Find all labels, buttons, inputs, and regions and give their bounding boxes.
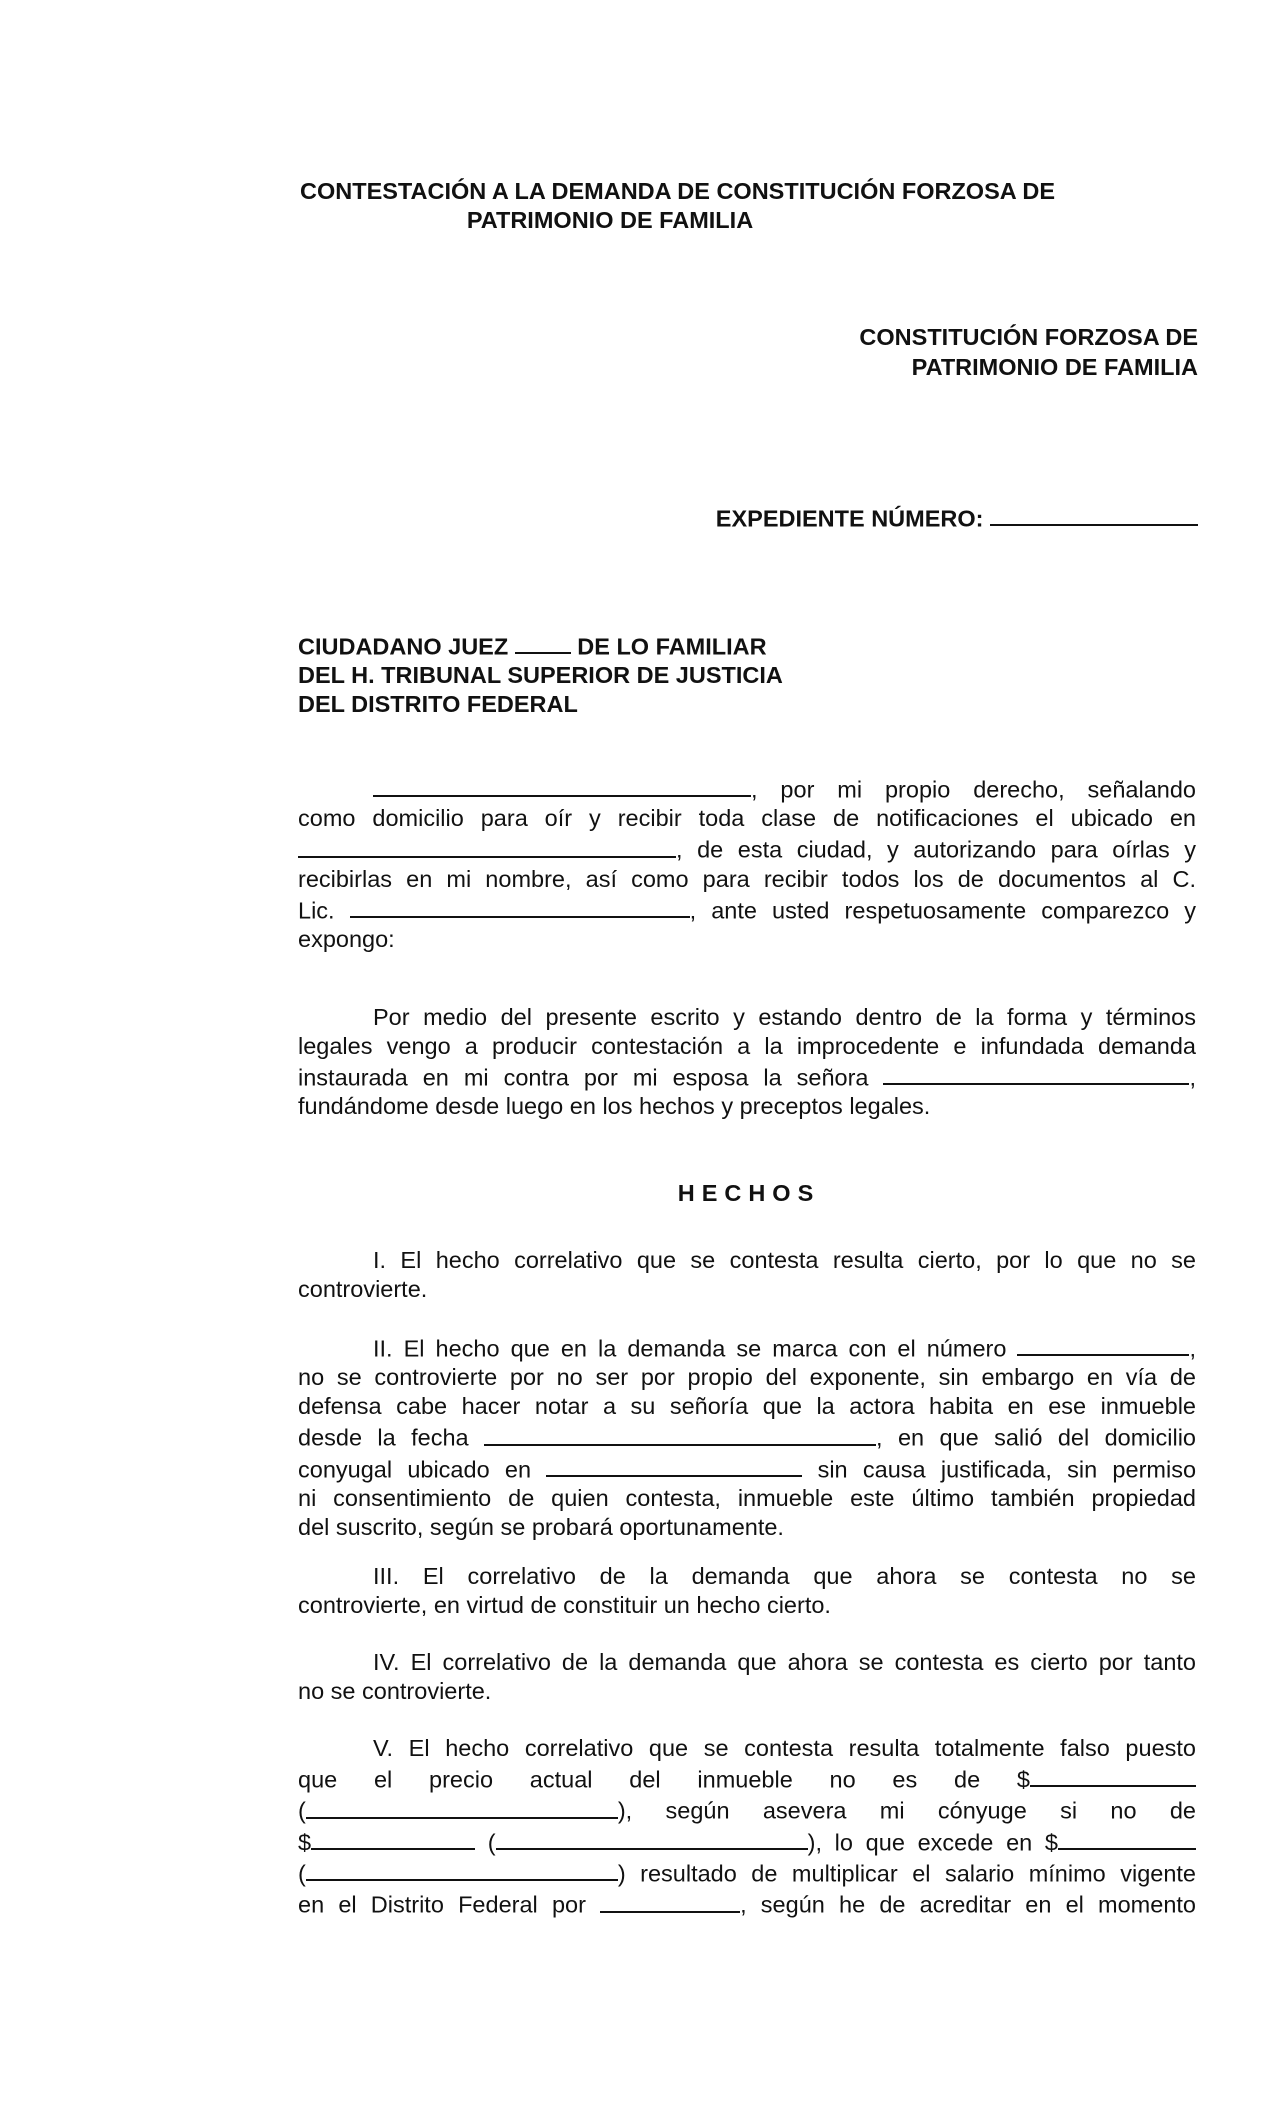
hecho-5 xyxy=(298,1734,1196,1920)
expediente-label: EXPEDIENTE NÚMERO: xyxy=(715,505,984,532)
excess-words-blank xyxy=(306,1857,618,1881)
spouse-name-blank xyxy=(883,1061,1189,1085)
conjugal-address-blank xyxy=(546,1453,802,1477)
intro-line-6: expongo: xyxy=(298,925,395,952)
hecho3-line-2: controvierte, en virtud de constituir un hecho cierto. xyxy=(298,1592,831,1618)
addressee-line-1 xyxy=(298,630,783,661)
intro-line-1: , por mi propio derecho, señalando xyxy=(298,773,1196,804)
hecho2-line-4: desde la fecha , en que salió del domicilio xyxy=(298,1421,1196,1452)
hecho2-line-3: defensa cabe hacer notar a su señoría que la actora habita en ese inmueble xyxy=(298,1393,1196,1420)
demand-number-blank xyxy=(1017,1332,1189,1356)
hecho2-line-6: ni consentimiento de quien contesta, inmueble este último también propiedad xyxy=(298,1484,1196,1511)
amount-words-blank xyxy=(496,1826,808,1850)
hecho2-line-7: del suscrito, según se probará oportunamente. xyxy=(298,1513,784,1540)
hecho1-line-1: I. El hecho correlativo que se contesta resulta cierto, por lo que no se xyxy=(373,1247,1196,1273)
addressee-court: DE LO FAMILIAR xyxy=(577,633,767,660)
hecho2-line-1: II. El hecho que en la demanda se marca con el número , xyxy=(298,1332,1196,1363)
hecho3-line-1: III. El correlativo de la demanda que ahora se contesta no se xyxy=(373,1563,1196,1589)
para2-line-2: legales vengo a producir contestación a la improcedente e infundada demanda xyxy=(298,1033,1196,1059)
expediente-number xyxy=(716,502,1198,533)
hecho5-line-2: que el precio actual del inmueble no es de $ xyxy=(298,1763,1196,1794)
intro-line-3: , de esta ciudad, y autorizando para oírlas y xyxy=(298,833,1196,864)
title-line-1: CONTESTACIÓN A LA DEMANDA DE CONSTITUCIÓN FORZOSA DE xyxy=(300,178,1056,204)
case-type-line-2: PATRIMONIO DE FAMILIA xyxy=(911,354,1198,380)
addressee-line-3: DEL DISTRITO FEDERAL xyxy=(298,691,578,718)
price-blank xyxy=(1030,1763,1196,1787)
title-line-2: PATRIMONIO DE FAMILIA xyxy=(466,207,754,233)
excess-blank xyxy=(1058,1826,1196,1850)
hecho-3 xyxy=(298,1562,1196,1620)
date-blank xyxy=(484,1421,876,1445)
hecho-1 xyxy=(298,1246,1196,1304)
intro-line-5: Lic. , ante usted respetuosamente comparezco y xyxy=(298,894,1196,925)
hecho5-line-5: ( ) resultado de multiplicar el salario mínimo vigente xyxy=(298,1857,1196,1888)
multiplier-blank xyxy=(600,1888,740,1912)
hecho2-line-2: no se controvierte por no ser por propio del exponente, sin embargo en vía de xyxy=(298,1364,1196,1391)
para2-line-3: instaurada en mi contra por mi esposa la señora , xyxy=(298,1061,1196,1092)
hecho4-line-2: no se controvierte. xyxy=(298,1678,492,1704)
case-type-heading xyxy=(859,322,1198,382)
addressee-judge: CIUDADANO JUEZ xyxy=(298,633,509,660)
price-words-blank xyxy=(306,1794,618,1818)
intro-line-4: recibirlas en mi nombre, así como para recibir todos los de documentos al C. xyxy=(298,865,1196,892)
hecho5-line-1: V. El hecho correlativo que se contesta resulta totalmente falso puesto xyxy=(373,1735,1196,1761)
intro-line-2: como domicilio para oír y recibir toda clase de notificaciones el ubicado en xyxy=(298,805,1196,832)
para2-line-4: fundándome desde luego en los hechos y preceptos legales. xyxy=(298,1093,931,1120)
addressee-line-2: DEL H. TRIBUNAL SUPERIOR DE JUSTICIA xyxy=(298,662,783,689)
hecho5-line-6: en el Distrito Federal por , según he de acreditar en el momento xyxy=(298,1888,1196,1919)
amount-blank xyxy=(311,1826,475,1850)
para2-line-1: Por medio del presente escrito y estando dentro de la forma y términos xyxy=(373,1004,1196,1030)
lawyer-blank xyxy=(350,894,690,918)
hecho2-line-5: conyugal ubicado en sin causa justificada, sin permiso xyxy=(298,1453,1196,1484)
court-number-blank xyxy=(515,630,571,654)
hecho5-line-4: $ ( ), lo que excede en $ xyxy=(298,1826,1196,1857)
hecho1-line-2: controvierte. xyxy=(298,1276,428,1302)
hechos-heading: HECHOS xyxy=(677,1180,821,1206)
intro-paragraph xyxy=(298,773,1196,954)
addressee-block xyxy=(298,630,783,719)
address-blank xyxy=(298,833,676,857)
hecho-4 xyxy=(298,1648,1196,1706)
name-blank xyxy=(373,773,751,797)
hecho-2 xyxy=(298,1332,1196,1542)
case-type-line-1: CONSTITUCIÓN FORZOSA DE xyxy=(859,324,1198,350)
expediente-blank xyxy=(990,502,1198,526)
response-paragraph xyxy=(298,1003,1196,1121)
hecho4-line-1: IV. El correlativo de la demanda que ahora se contesta es cierto por tanto xyxy=(373,1649,1196,1675)
hecho5-line-3: ( ), según asevera mi cónyuge si no de xyxy=(298,1794,1196,1825)
document-title xyxy=(300,177,1056,235)
